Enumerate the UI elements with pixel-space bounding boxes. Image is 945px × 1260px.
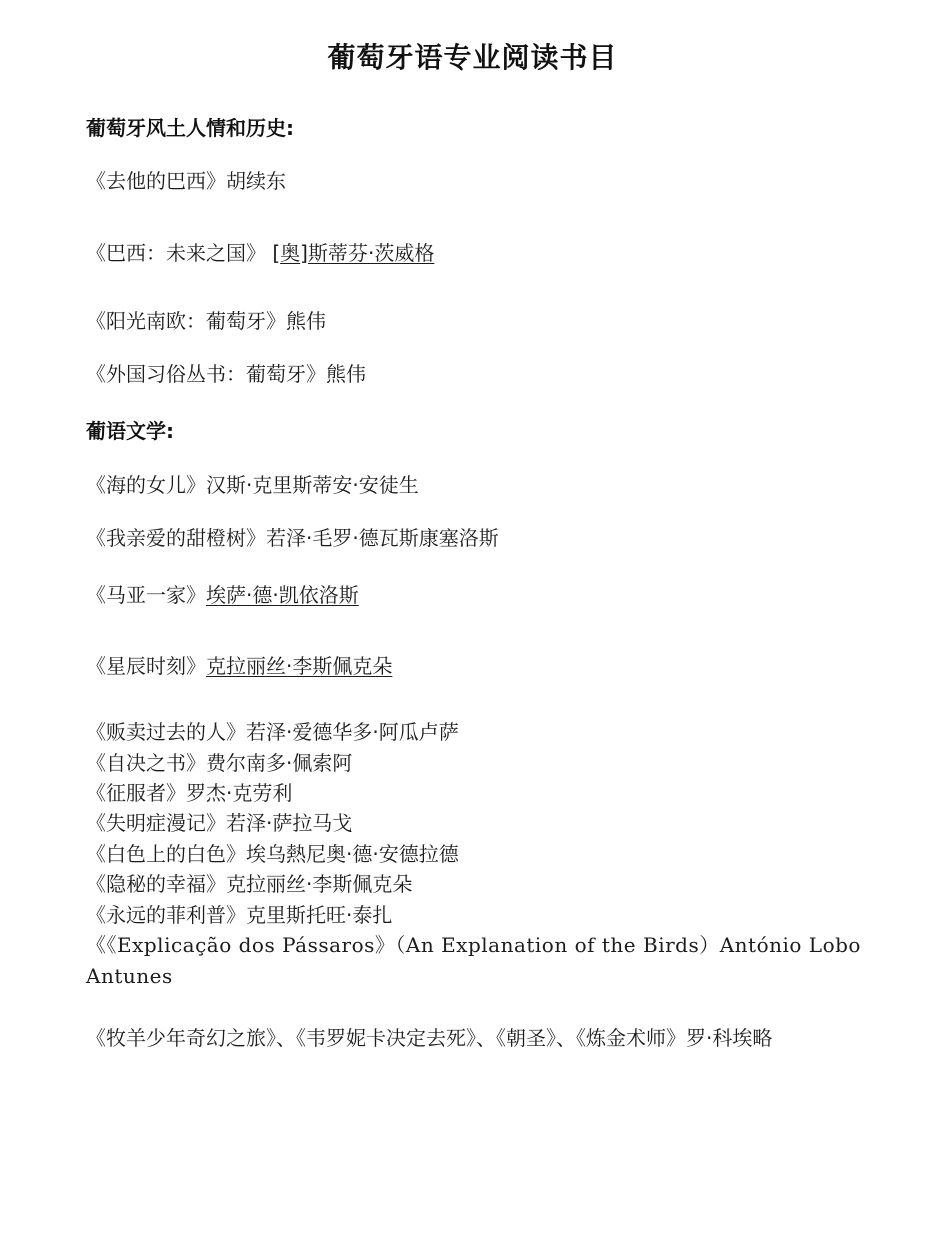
book-title: 《隐秘的幸福》 — [86, 872, 226, 896]
section-heading-literature: 葡语文学: — [86, 419, 174, 443]
book-title: 《马亚一家》 — [86, 583, 206, 607]
list-item — [86, 749, 352, 777]
book-author: 若泽·爱德华多·阿瓜卢萨 — [246, 720, 459, 744]
author-country-link[interactable]: 奥 — [280, 241, 301, 265]
list-item — [86, 1023, 886, 1054]
book-author: 胡续东 — [226, 169, 286, 193]
book-title: 《自决之书》 — [86, 751, 206, 775]
book-title: 《失明症漫记》 — [86, 811, 226, 835]
list-item — [86, 718, 459, 746]
book-author: 若泽·毛罗·德瓦斯康塞洛斯 — [266, 526, 499, 550]
book-title: 《星辰时刻》 — [86, 654, 206, 678]
book-author: 埃乌熱尼奥·德·安德拉德 — [246, 842, 459, 866]
book-title: 《阳光南欧：葡萄牙》 — [86, 309, 286, 333]
book-author: 克里斯托旺·泰扎 — [246, 903, 393, 927]
book-title: 《去他的巴西》 — [86, 169, 226, 193]
author-link[interactable]: 克拉丽丝·李斯佩克朵 — [206, 654, 393, 678]
list-item — [86, 239, 434, 267]
list-item — [86, 930, 886, 992]
book-author: 汉斯·克里斯蒂安·安徒生 — [206, 473, 419, 497]
book-title: 《外国习俗丛书：葡萄牙》 — [86, 362, 326, 386]
author-link[interactable]: 斯蒂芬·茨威格 — [307, 241, 435, 265]
list-item — [86, 307, 326, 335]
list-item — [86, 471, 419, 499]
book-title: 《《Explicação dos Pássaros》（An Explanation of the Birds）António Lobo Antunes — [86, 933, 861, 988]
list-item — [86, 652, 392, 680]
book-title: 《海的女儿》 — [86, 473, 206, 497]
page-title: 葡萄牙语专业阅读书目 — [327, 41, 618, 74]
bracket-close: ] — [300, 241, 308, 265]
book-title: 《白色上的白色》 — [86, 842, 246, 866]
list-item — [86, 360, 366, 388]
book-author: 罗杰·克劳利 — [186, 781, 293, 805]
list-item — [86, 581, 359, 609]
book-title: 《我亲爱的甜橙树》 — [86, 526, 266, 550]
list-item — [86, 524, 499, 552]
book-author: 若泽·萨拉马戈 — [226, 811, 353, 835]
book-author: 熊伟 — [286, 309, 326, 333]
list-item — [86, 779, 292, 807]
bracket-open: [ — [266, 241, 281, 265]
book-author: 罗·科埃略 — [686, 1026, 773, 1050]
book-title: 《征服者》 — [86, 781, 186, 805]
list-item — [86, 167, 286, 195]
book-title: 《贩卖过去的人》 — [86, 720, 246, 744]
list-item — [86, 870, 412, 898]
book-title: 《牧羊少年奇幻之旅》、《韦罗妮卡决定去死》、《朝圣》、《炼金术师》 — [86, 1026, 686, 1050]
list-item — [86, 840, 459, 868]
section-heading-culture-history: 葡萄牙风土人情和历史: — [86, 116, 294, 140]
book-title: 《巴西：未来之国》 — [86, 241, 266, 265]
list-item — [86, 809, 352, 837]
book-author: 熊伟 — [326, 362, 366, 386]
author-link[interactable]: 埃萨·德·凯依洛斯 — [206, 583, 359, 607]
book-title: 《永远的菲利普》 — [86, 903, 246, 927]
list-item — [86, 901, 392, 929]
book-author: 费尔南多·佩索阿 — [206, 751, 353, 775]
book-author: 克拉丽丝·李斯佩克朵 — [226, 872, 413, 896]
